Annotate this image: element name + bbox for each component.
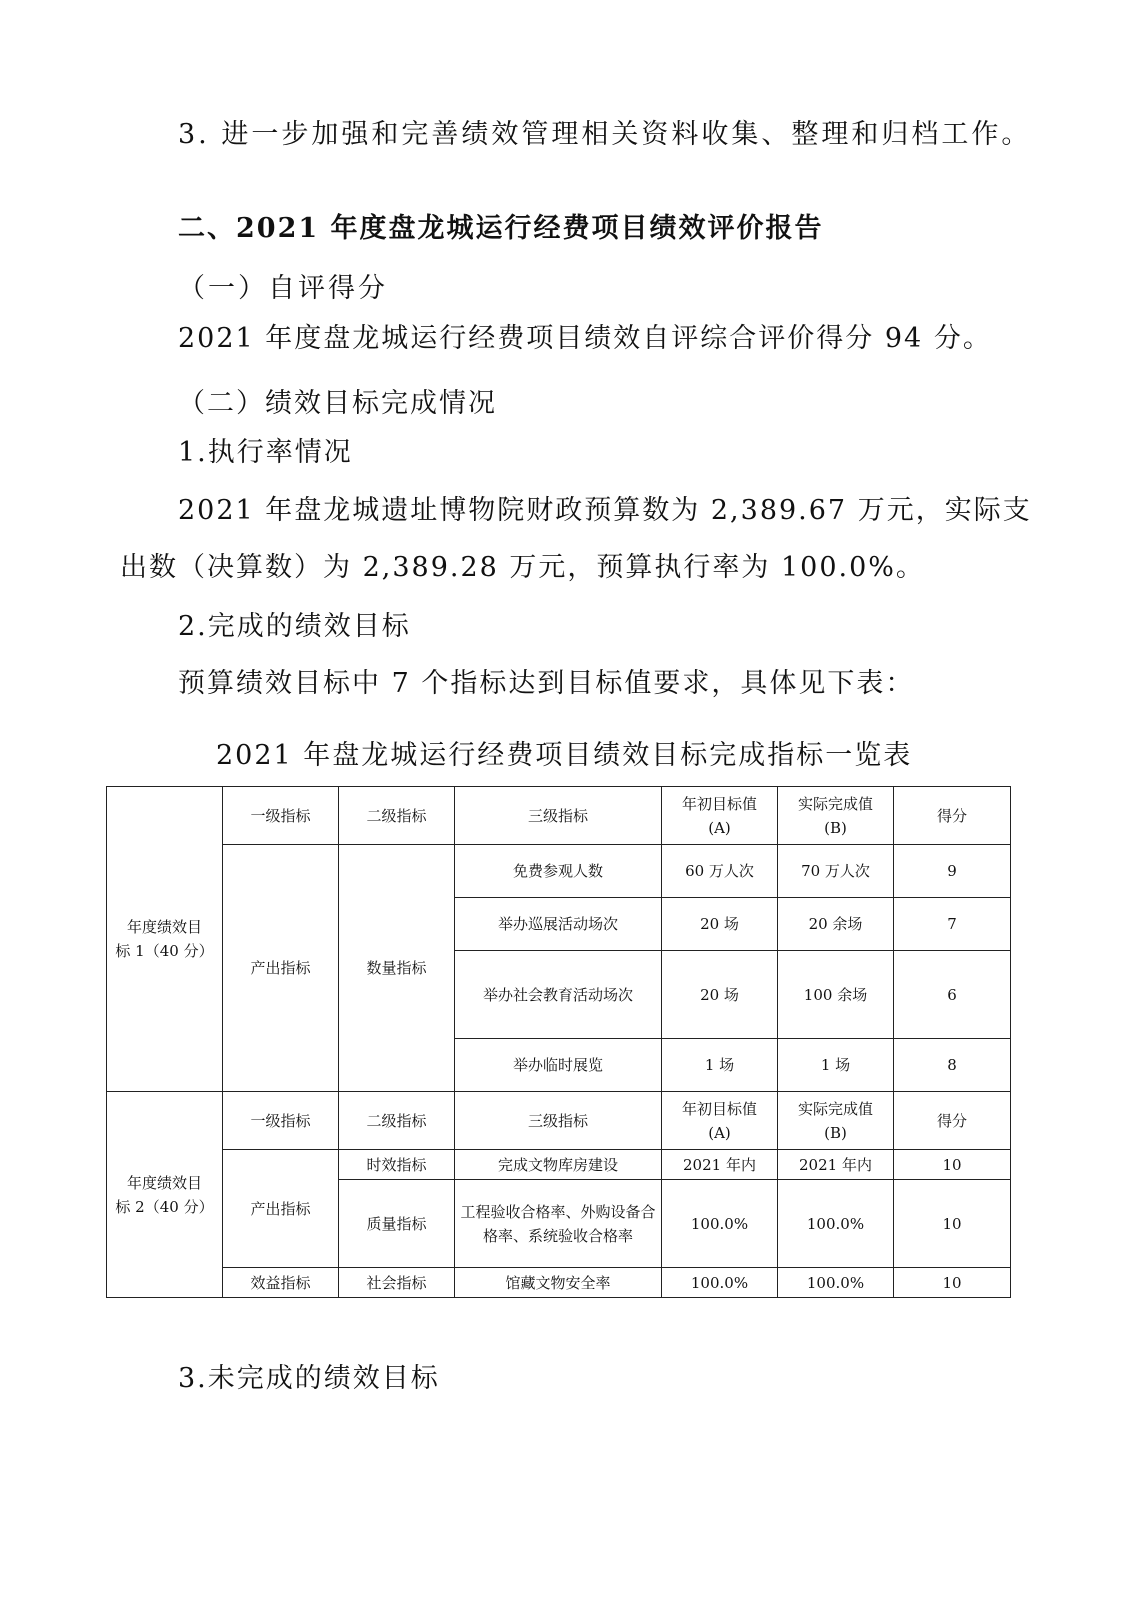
subsection-2-heading: （二）绩效目标完成情况 [178,388,497,419]
goal-1-indicator: 举办社会教育活动场次 [455,951,662,1039]
header-target-line-1: 年初目标值 [681,794,757,813]
goal-1-target: 20 场 [662,898,778,951]
goal-2-indicator: 工程验收合格率、外购设备合格率、系统验收合格率 [455,1180,662,1268]
completed-goals-heading: 2.完成的绩效目标 [178,611,411,642]
completed-goals-paragraph: 预算绩效目标中 7 个指标达到目标值要求，具体见下表： [178,668,915,699]
table-header-row [107,787,1011,845]
goal-2-actual: 100.0% [778,1268,894,1298]
goal-2-score: 10 [894,1150,1011,1180]
goal-1-score: 7 [894,898,1011,951]
goal-2-actual: 2021 年内 [778,1150,894,1180]
header-target [662,787,778,845]
header-actual-line-2: (B) [824,1123,847,1142]
header-actual-line-1: 实际完成值 [797,1099,873,1118]
goal-1-score: 6 [894,951,1011,1039]
header-actual [778,787,894,845]
section-2-heading: 二、2021 年度盘龙城运行经费项目绩效评价报告 [178,213,824,244]
header-actual-line-2: (B) [824,818,847,837]
header-actual-line-1: 实际完成值 [797,794,873,813]
goal-2-level2: 时效指标 [339,1150,455,1180]
table-title: 2021 年盘龙城运行经费项目绩效目标完成指标一览表 [216,740,913,771]
goal-2-target: 100.0% [662,1268,778,1298]
goal-2-level2: 社会指标 [339,1268,455,1298]
execution-rate-heading: 1.执行率情况 [178,437,353,468]
execution-paragraph-line-2: 出数（决算数）为 2,389.28 万元，预算执行率为 100.0%。 [120,552,925,583]
table-row [107,845,1011,898]
goal-2-score: 10 [894,1180,1011,1268]
header-level3: 三级指标 [455,1092,662,1150]
execution-paragraph-line-1: 2021 年盘龙城遗址博物院财政预算数为 2,389.67 万元，实际支 [178,495,1032,526]
header-target-line-1: 年初目标值 [681,1099,757,1118]
header-level2: 二级指标 [339,787,455,845]
goal-2-target: 2021 年内 [662,1150,778,1180]
score-paragraph: 2021 年度盘龙城运行经费项目绩效自评综合评价得分 94 分。 [178,323,992,354]
goal-1-target: 1 场 [662,1039,778,1092]
goal-1-label-line-1: 年度绩效目 [126,918,202,936]
goal-2-label-line-1: 年度绩效目 [126,1173,202,1192]
header-level1: 一级指标 [223,1092,339,1150]
goal-1-label [107,787,223,1092]
header-target-line-2: (A) [708,818,731,837]
goal-1-level1: 产出指标 [223,845,339,1092]
paragraph-item-3: 3. 进一步加强和完善绩效管理相关资料收集、整理和归档工作。 [178,119,1032,150]
header-actual [778,1092,894,1150]
goal-2-indicator: 馆藏文物安全率 [455,1268,662,1298]
header-level2: 二级指标 [339,1092,455,1150]
header-score: 得分 [894,787,1011,845]
goal-2-score: 10 [894,1268,1011,1298]
header-target [662,1092,778,1150]
goal-1-indicator: 举办临时展览 [455,1039,662,1092]
goal-1-target: 20 场 [662,951,778,1039]
header-level3: 三级指标 [455,787,662,845]
goal-2-level2: 质量指标 [339,1180,455,1268]
goal-1-target: 60 万人次 [662,845,778,898]
table-header-row [107,1092,1011,1150]
goal-2-level1-output: 产出指标 [223,1150,339,1268]
goal-1-score: 8 [894,1039,1011,1092]
table-row [107,1150,1011,1180]
header-score: 得分 [894,1092,1011,1150]
goal-2-label-line-2: 标 2（40 分） [115,1197,214,1216]
header-target-line-2: (A) [708,1123,731,1142]
performance-table [106,786,1011,1298]
goal-1-level2: 数量指标 [339,845,455,1092]
goal-2-actual: 100.0% [778,1180,894,1268]
header-level1: 一级指标 [223,787,339,845]
goal-1-indicator: 免费参观人数 [455,845,662,898]
table-row [107,1268,1011,1298]
goal-1-actual: 1 场 [778,1039,894,1092]
goal-2-label [107,1092,223,1298]
goal-1-actual: 70 万人次 [778,845,894,898]
uncompleted-goals-heading: 3.未完成的绩效目标 [178,1363,440,1394]
goal-1-score: 9 [894,845,1011,898]
goal-1-actual: 100 余场 [778,951,894,1039]
goal-1-indicator: 举办巡展活动场次 [455,898,662,951]
goal-1-actual: 20 余场 [778,898,894,951]
goal-2-indicator: 完成文物库房建设 [455,1150,662,1180]
goal-1-label-line-2: 标 1（40 分） [115,942,214,960]
subsection-1-heading: （一）自评得分 [178,273,388,304]
goal-2-level1-benefit: 效益指标 [223,1268,339,1298]
goal-2-target: 100.0% [662,1180,778,1268]
